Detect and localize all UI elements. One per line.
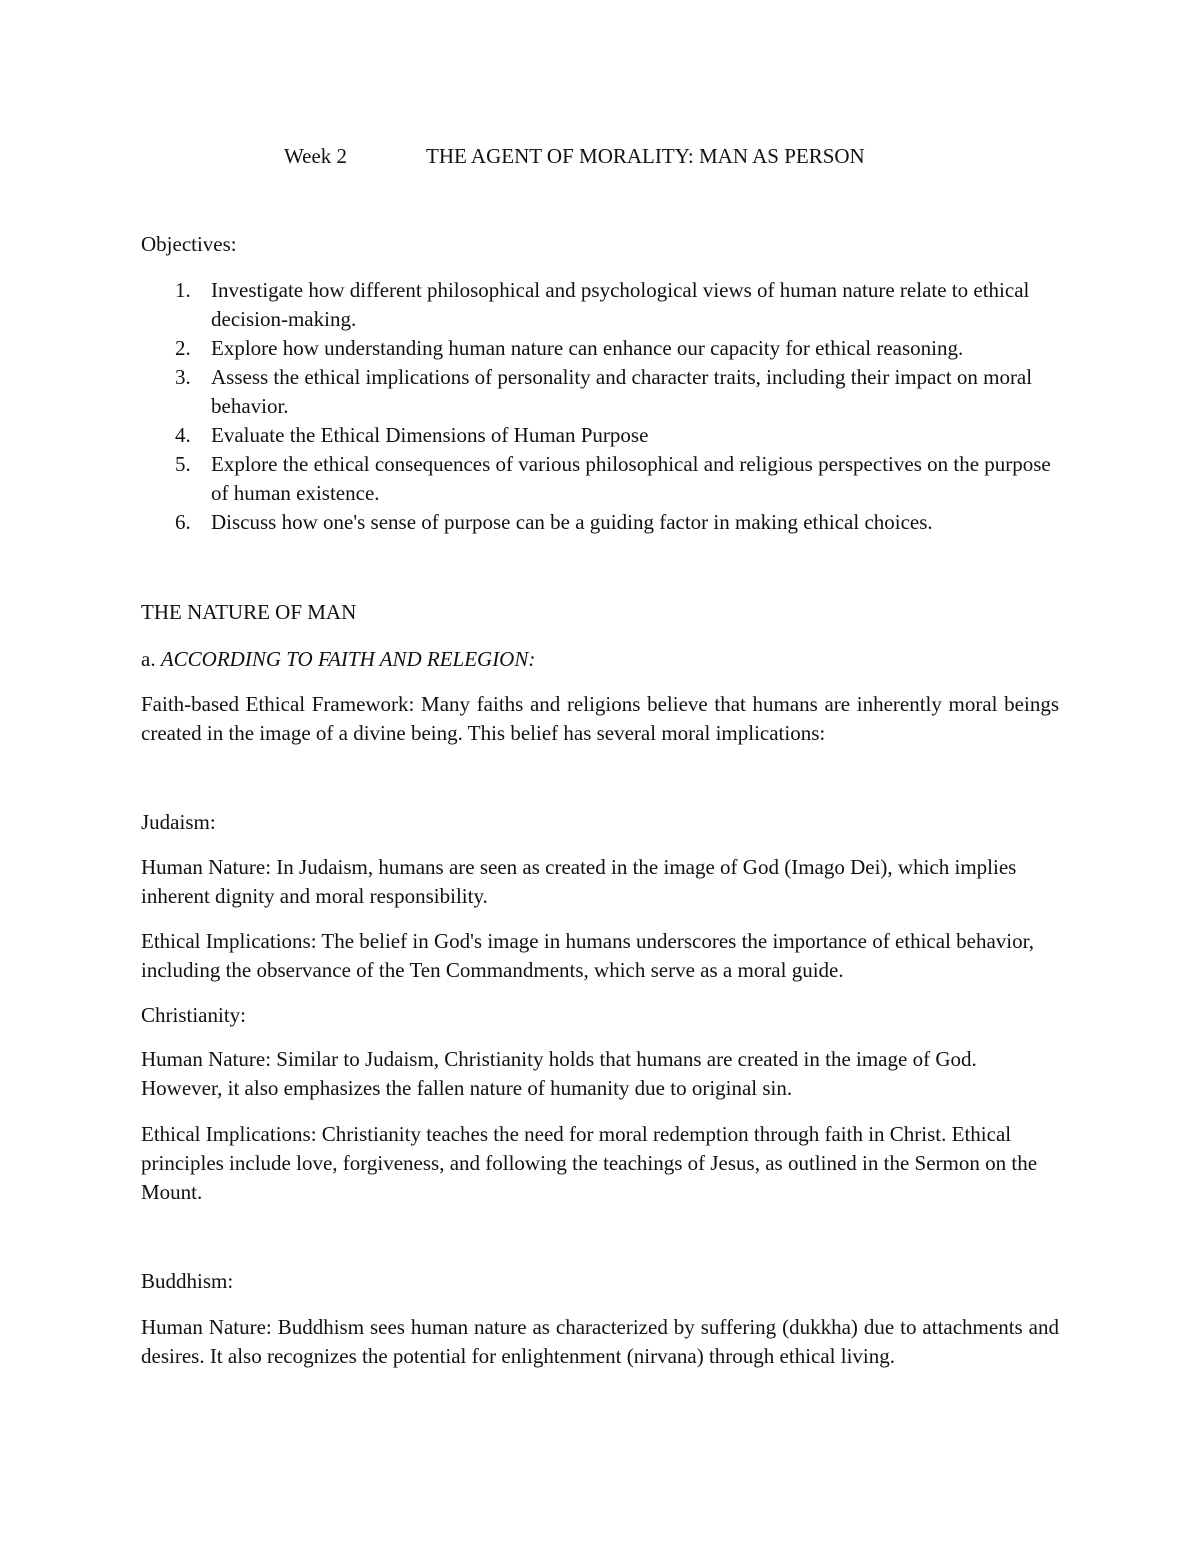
subsection-title: ACCORDING TO FAITH AND RELEGION:	[160, 647, 536, 671]
objectives-label: Objectives:	[141, 232, 237, 256]
christianity-human-nature: Human Nature: Similar to Judaism, Christianity holds that humans are created in the image of God. However, it also emphasizes the fallen nature of humanity due to original sin.	[141, 1047, 977, 1100]
list-item-text: Explore how understanding human nature can enhance our capacity for ethical reasoning.	[211, 336, 964, 360]
list-item	[141, 276, 1059, 334]
page-title: THE AGENT OF MORALITY: MAN AS PERSON	[426, 144, 865, 168]
list-item	[141, 421, 1059, 450]
christianity-ethical-implications: Ethical Implications: Christianity teaches the need for moral redemption through faith in Christ. Ethical principles include love, forgiveness, and following the teachings of Jesus, as outlined in the Sermon on the Mount.	[141, 1122, 1038, 1204]
section-heading: THE NATURE OF MAN	[141, 600, 357, 624]
list-item-number: 1.	[175, 278, 191, 302]
christianity-label: Christianity:	[141, 1003, 246, 1027]
list-item	[141, 363, 1059, 421]
week-label: Week 2	[284, 144, 348, 168]
list-item	[141, 450, 1059, 508]
list-item-number: 6.	[175, 510, 191, 534]
faith-paragraph: Faith-based Ethical Framework: Many faiths and religions believe that humans are inherently moral beings created in the image of a divine being. This belief has several moral implications:	[141, 692, 1059, 745]
subsection-heading	[141, 645, 1059, 674]
buddhism-label: Buddhism:	[141, 1269, 234, 1293]
list-item	[141, 334, 1059, 363]
list-item-text: Evaluate the Ethical Dimensions of Human Purpose	[211, 423, 649, 447]
buddhism-human-nature: Human Nature: Buddhism sees human nature as characterized by suffering (dukkha) due to attachments and desires. It also recognizes the potential for enlightenment (nirvana) through ethical living.	[141, 1315, 1059, 1368]
list-item-number: 4.	[175, 423, 191, 447]
objectives-list	[141, 276, 1059, 537]
list-item-text: Assess the ethical implications of personality and character traits, including their impact on moral behavior.	[211, 365, 1033, 418]
list-item-number: 2.	[175, 336, 191, 360]
judaism-human-nature: Human Nature: In Judaism, humans are seen as created in the image of God (Imago Dei), which implies inherent dignity and moral responsibility.	[141, 855, 1017, 908]
list-item	[141, 508, 1059, 537]
judaism-ethical-implications: Ethical Implications: The belief in God's image in humans underscores the importance of ethical behavior, including the observance of the Ten Commandments, which serve as a moral guide.	[141, 929, 1035, 982]
list-item-number: 3.	[175, 365, 191, 389]
page-header	[0, 142, 1200, 172]
list-item-text: Explore the ethical consequences of various philosophical and religious perspectives on the purpose of human existence.	[211, 452, 1051, 505]
list-item-text: Investigate how different philosophical and psychological views of human nature relate to ethical decision-making.	[211, 278, 1030, 331]
list-item-number: 5.	[175, 452, 191, 476]
subsection-letter: a.	[141, 647, 156, 671]
list-item-text: Discuss how one's sense of purpose can be a guiding factor in making ethical choices.	[211, 510, 933, 534]
judaism-label: Judaism:	[141, 810, 216, 834]
